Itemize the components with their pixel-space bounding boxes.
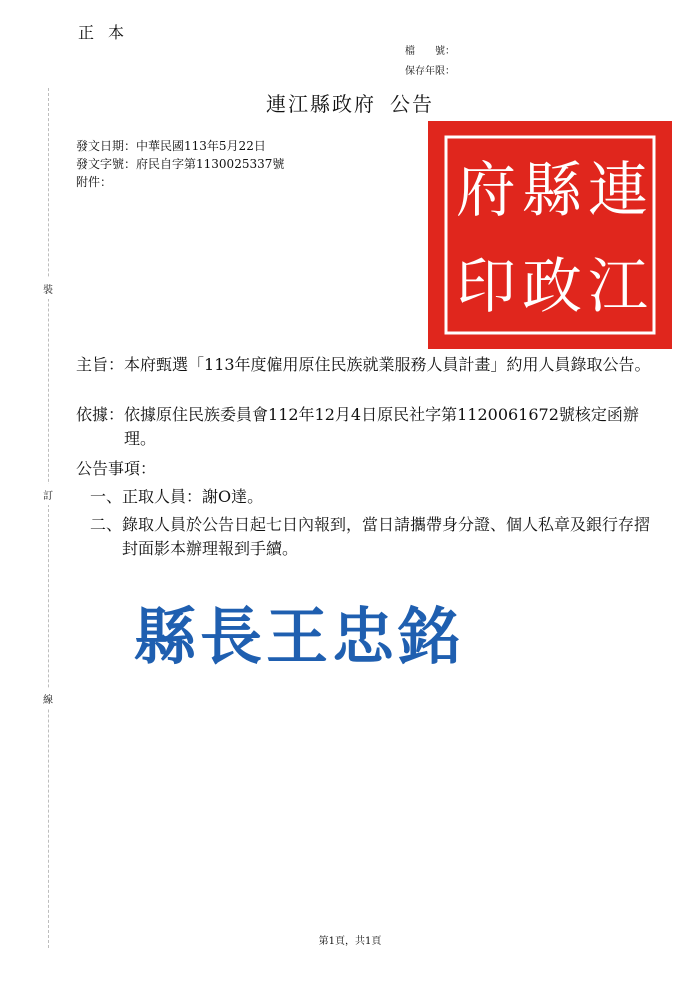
seal-char-4: 政 [522,252,582,322]
basis-section [76,403,656,451]
seal-char-5: 府 [456,156,516,226]
announcement-item [90,485,660,509]
subject-label: 主旨： [76,355,125,374]
attachment-label: 附件： [76,175,113,189]
binding-mark-1: 裝 [43,278,53,299]
announcement-item [90,513,660,561]
issue-date-row [76,137,266,154]
basis-text: 依據原住民族委員會112年12月4日原民社字第1120061672號核定函辦理。 [124,405,639,448]
issuing-organization: 連江縣政府 [266,92,376,116]
document-number-label: 發文字號： [76,157,137,171]
document-title [0,88,700,117]
issue-date-label: 發文日期： [76,139,137,153]
document-type: 公告 [390,92,434,116]
item-number: 一、 [90,487,123,506]
issue-date-value: 中華民國113年5月22日 [136,139,266,153]
item-number: 二、 [90,515,123,534]
document-number-value: 府民自字第1130025337號 [136,157,285,171]
announcement-items-heading: 公告事項： [76,459,157,478]
page-number: 第1頁，共1頁 [318,936,382,947]
retention-period-label: 保存年限： [405,66,455,77]
binding-mark-3: 線 [43,688,53,709]
item-text: 錄取人員於公告日起七日內報到，當日請攜帶身分證、個人私章及銀行存摺封面影本辦理報到手續。 [122,515,651,558]
document-number-row [76,155,284,172]
seal-char-2: 江 [588,252,648,322]
file-number-label: 檔 號： [405,46,455,57]
signature-text: 縣長王忠銘 [134,600,465,673]
binding-mark-2: 訂 [43,484,53,505]
binding-line [48,88,49,948]
magistrate-signature [128,590,468,680]
seal-char-6: 印 [456,252,516,322]
seal-char-1: 連 [588,156,648,226]
subject-section [76,353,656,377]
attachment-row [76,173,112,190]
official-seal [428,121,672,349]
seal-char-3: 縣 [522,156,582,226]
item-text: 正取人員：謝O達。 [122,487,264,506]
subject-text: 本府甄選「113年度僱用原住民族就業服務人員計畫」約用人員錄取公告。 [124,355,651,374]
basis-label: 依據： [76,405,125,424]
copy-mark: 正本 [78,23,139,42]
